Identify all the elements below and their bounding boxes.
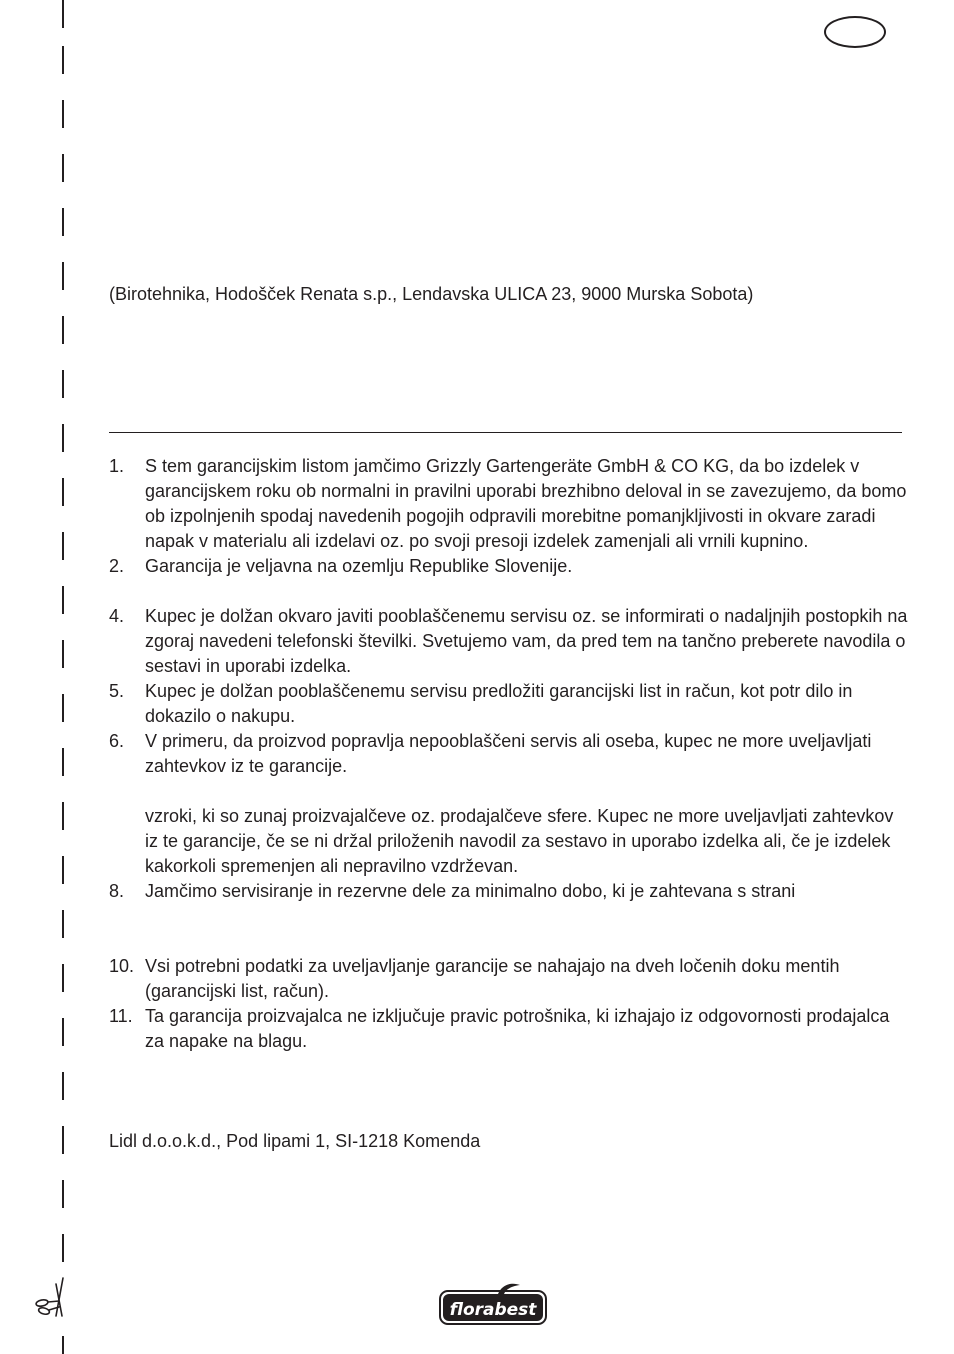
cut-line-dash xyxy=(62,424,64,452)
cut-line-dash xyxy=(62,910,64,938)
term-text: Garancija je veljavna na ozemlju Republike Slovenije. xyxy=(145,556,573,576)
term-number: 5. xyxy=(109,681,125,701)
cut-line-dash xyxy=(62,1234,64,1262)
florabest-logo xyxy=(438,1282,548,1326)
service-address: (Birotehnika, Hodošček Renata s.p., Lendavska ULICA 23, 9000 Murska Sobota) xyxy=(109,284,754,304)
term-text: V primeru, da proizvod popravlja nepooblaščeni servis ali oseba, kupec ne more uveljavljati zahtevkov iz te garancije. xyxy=(145,731,872,776)
cut-line-dash xyxy=(62,640,64,668)
cut-line-dash xyxy=(62,0,64,28)
term-item xyxy=(109,954,909,1004)
seller-address: Lidl d.o.o.k.d., Pod lipami 1, SI-1218 Komenda xyxy=(109,1131,481,1151)
term-number: 10. xyxy=(109,956,135,976)
cut-line-dash xyxy=(62,478,64,506)
warranty-terms-list xyxy=(109,454,909,1054)
country-badge xyxy=(824,16,886,48)
term-number: 4. xyxy=(109,606,125,626)
term-item xyxy=(109,729,909,779)
cut-line-dash xyxy=(62,532,64,560)
cut-line-dash xyxy=(62,586,64,614)
term-item xyxy=(109,879,909,904)
cut-line-dash xyxy=(62,1336,64,1354)
cut-line-dash xyxy=(62,748,64,776)
logo-text: florabest xyxy=(449,1300,537,1320)
term-number: 2. xyxy=(109,556,125,576)
cut-line-dash xyxy=(62,1018,64,1046)
cut-line-dash xyxy=(62,1180,64,1208)
cut-line-dash xyxy=(62,1072,64,1100)
cut-line-dash xyxy=(62,370,64,398)
term-text: Ta garancija proizvajalca ne izključuje pravic potrošnika, ki izhajajo iz odgovornosti prodajalca za napake na blagu. xyxy=(145,1006,890,1051)
term-number: 11. xyxy=(109,1006,133,1026)
cut-line-dash xyxy=(62,964,64,992)
term-number: 8. xyxy=(109,881,125,901)
cut-line-dash xyxy=(62,154,64,182)
term-text: S tem garancijskim listom jamčimo Grizzly Gartengeräte GmbH & CO KG, da bo izdelek v garancijskem roku ob normalni in pravilni uporabi brezhibno deloval in se zavezujemo, da bomo ob izpolnjenih spodaj navedenih pogojih odpravili morebitne pomanjkljivosti in okvare zaradi napak v materialu ali izdelavi oz. po svoji presoji izdelek zamenjali ali vrnili kupnino. xyxy=(145,456,907,551)
term-text: Kupec je dolžan okvaro javiti pooblaščenemu servisu oz. se informirati o nadaljnjih postopkih na zgoraj navedeni telefonski številki. Svetujemo vam, da pred tem na tančno preberete navodila o sestavi in uporabi izdelka. xyxy=(145,606,908,676)
cut-line-dash xyxy=(62,856,64,884)
term-text: Kupec je dolžan pooblaščenemu servisu predložiti garancijski list in račun, kot potr dilo in dokazilo o nakupu. xyxy=(145,681,853,726)
divider xyxy=(109,432,902,433)
cut-line-dash xyxy=(62,694,64,722)
cut-line-dash xyxy=(62,208,64,236)
term-item xyxy=(109,554,909,579)
term-text-continuation: vzroki, ki so zunaj proizvajalčeve oz. prodajalčeve sfere. Kupec ne more uveljavljati zahtevkov iz te garancije, če se ni držal priloženih navodil za sestavo in uporabo izdelka ali, če je izdelek kakorkoli spremenjen ali nepravilno vzdrževan. xyxy=(145,806,894,876)
term-item xyxy=(109,604,909,679)
term-number: 1. xyxy=(109,456,125,476)
cut-line-dash xyxy=(62,316,64,344)
cut-line-dash xyxy=(62,262,64,290)
term-item xyxy=(109,679,909,729)
term-text: Jamčimo servisiranje in rezervne dele za minimalno dobo, ki je zahtevana s strani xyxy=(145,881,796,901)
term-item xyxy=(109,454,909,554)
cut-line-dash xyxy=(62,100,64,128)
cut-line-dash xyxy=(62,1126,64,1154)
cut-line xyxy=(62,0,64,1354)
cut-line-dash xyxy=(62,802,64,830)
term-number: 6. xyxy=(109,731,125,751)
term-item xyxy=(109,1004,909,1054)
term-text: Vsi potrebni podatki za uveljavljanje garancije se nahajajo na dveh ločenih doku mentih (garancijski list, račun). xyxy=(145,956,840,1001)
cut-line-dash xyxy=(62,46,64,74)
scissors-icon xyxy=(34,1276,66,1322)
